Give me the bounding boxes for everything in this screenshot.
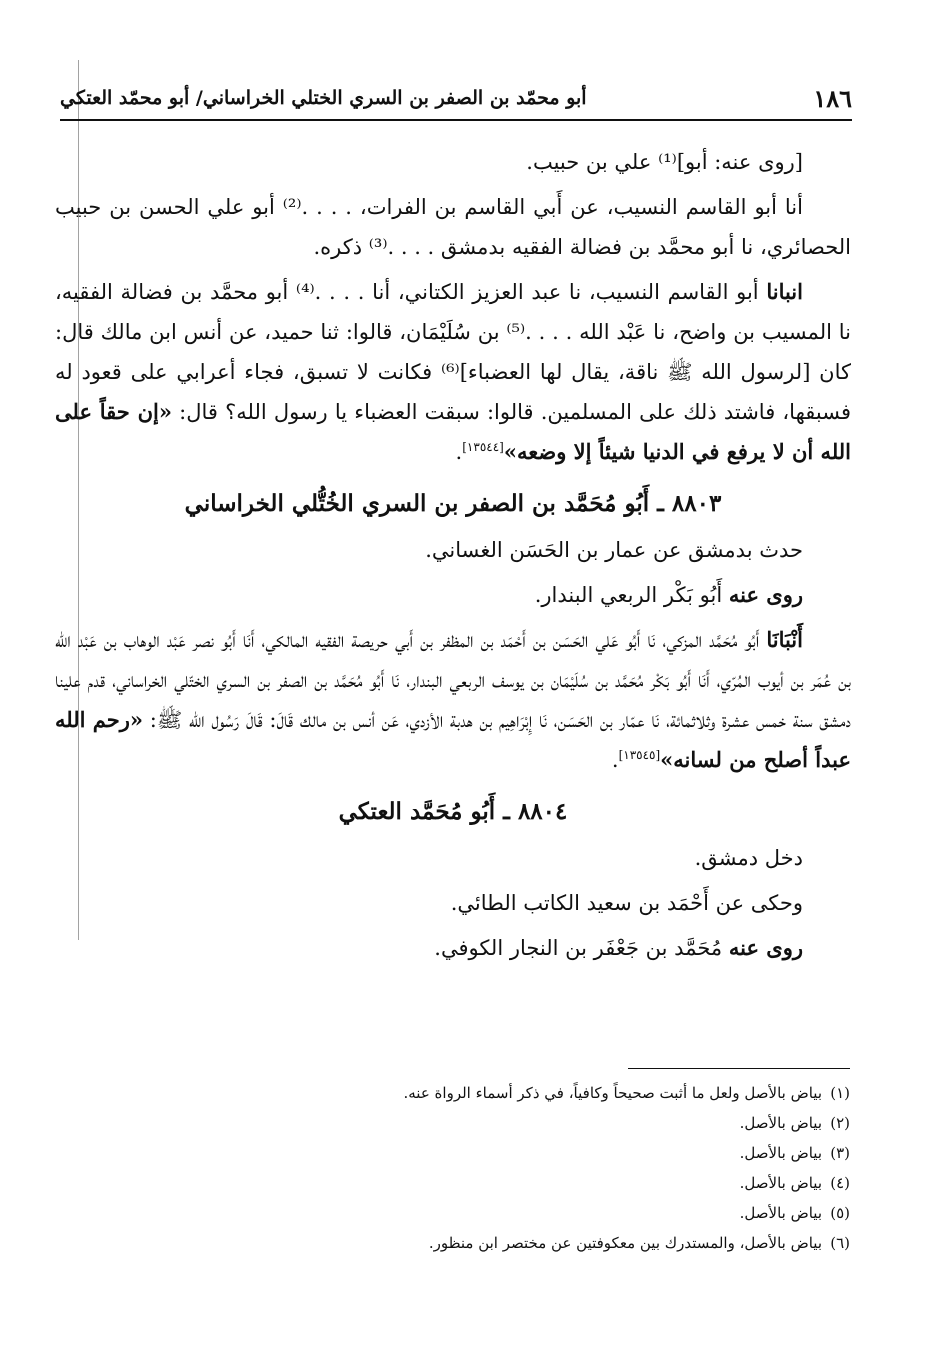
footnote-text: بياض بالأصل. <box>739 1204 822 1222</box>
entry-title: ٨٨٠٣ ـ أَبُو مُحَمَّد بن الصفر بن السري الخُتُّلي الخراساني <box>184 490 722 517</box>
paragraph-text: أبو القاسم النسيب، نا عبد العزيز الكتاني، أنا . . . .⁽⁴⁾ أبو محمَّد بن فضالة الفقيه، نا المسيب بن واضح، نا عَبْد الله . . . .⁽⁵⁾ بن سُلَيْمَان، قالوا: ثنا حميد، عن أنس ابن مالك قال: كان [لرسول الله ﷺ ناقة، يقال لها العضباء]⁽⁶⁾ فكانت لا تسبق، فجاء أعرابي على قعود له فسبقها، فاشتد ذلك على المسلمين. قالوا: سبقت العضباء يا رسول الله؟ قال: <box>55 280 851 424</box>
footnote-text: بياض بالأصل. <box>739 1174 822 1192</box>
hadith-reference: [١٣٥٤٥] <box>618 748 661 762</box>
paragraph: أنا أبو القاسم النسيب، عن أَبي القاسم بن الفرات، . . . .⁽²⁾ أبو علي الحسن بن حبيب الحصائري، نا أبو محمَّد بن فضالة الفقيه بدمشق . . . .⁽³⁾ ذكره. <box>55 195 851 259</box>
page-number: ١٨٦ <box>813 83 852 113</box>
paragraph: انبانا أبو القاسم النسيب، نا عبد العزيز الكتاني، أنا . . . .⁽⁴⁾ أبو محمَّد بن فضالة الفقيه، نا المسيب بن واضح، نا عَبْد الله . . . .⁽⁵⁾ بن سُلَيْمَان، قالوا: ثنا حميد، عن أنس ابن مالك قال: كان [لرسول الله ﷺ ناقة، يقال لها العضباء]⁽⁶⁾ فكانت لا تسبق، فجاء أعرابي على قعود له فسبقها، فاشتد ذلك على المسلمين. قالوا: سبقت العضباء يا رسول الله؟ قال: «إن حقاً على الله أن لا يرفع في الدنيا شيئاً إلا وضعه»[١٣٥٤٤]. <box>55 279 851 464</box>
entry-title: ٨٨٠٤ ـ أَبُو مُحَمَّد العتكي <box>338 798 568 825</box>
footnotes <box>250 1078 850 1258</box>
footnote-number: (٥) <box>830 1204 850 1222</box>
paragraph: أَنْبَانَا أَبُو مُحَمَّد المزكي، نَا أَبُو عَلي الحَسَن بن أَحْمَد بن المظفر بن أَبي حريصة الفقيه المالكي، أَنَا أَبُو نصر عَبْد الوهاب بن عَبْد الله بن عُمَر بن أيوب المُرّي، أَنَا أَبُو بَكْر مُحَمَّد بن سُلَيْمَان بن يوسف الربعي البندار، نَا أَبُو مُحَمَّد بن الصفر بن السري الختّلي الخراساني، قدم علينا دمشق سنة خمس عشرة وثلاثمائة، نَا عمّار بن الحَسَن، نَا إِبْرَاهِيم بن هدبة الأزدي، عَن أنس بن مالك قَالَ: قَالَ رَسُول الله ﷺ: «رحم الله عبداً أصلح من لسانه»[١٣٥٤٥]. <box>55 627 851 772</box>
paragraph-text: أَبُو بَكْر الربعي البندار. <box>534 583 729 607</box>
paragraph: دخل دمشق. <box>694 846 803 870</box>
footnote-number: (٢) <box>830 1114 850 1132</box>
paragraph-lead: انبانا <box>766 279 803 304</box>
footnote-number: (٤) <box>830 1174 850 1192</box>
paragraph <box>55 928 851 968</box>
footnote-text: بياض بالأصل. <box>739 1114 822 1132</box>
footnote <box>250 1198 850 1228</box>
paragraph: حدث بدمشق عن عمار بن الحَسَن الغساني. <box>425 538 803 562</box>
hadith-reference: [١٣٥٤٤] <box>462 440 504 454</box>
footnote <box>250 1168 850 1198</box>
footnote-text: بياض بالأصل ولعل ما أثبت صحيحاً وكافياً، في ذكر أسماء الرواة عنه. <box>403 1084 822 1102</box>
paragraph: وحكى عن أَحْمَد بن سعيد الكاتب الطائي. <box>450 891 803 915</box>
running-head: أبو محمّد بن الصفر بن السري الختلي الخراساني/ أبو محمّد العتكي <box>60 87 587 109</box>
header-rule <box>60 119 852 121</box>
paragraph-lead: أَنْبَانَا <box>766 627 803 652</box>
footnote-number: (٣) <box>830 1144 850 1162</box>
paragraph-lead: روى عنه <box>728 935 803 960</box>
footnote-text: بياض بالأصل، والمستدرك بين معكوفتين عن مختصر ابن منظور. <box>428 1234 822 1252</box>
footnote <box>250 1138 850 1168</box>
footnote-text: بياض بالأصل. <box>739 1144 822 1162</box>
footnote <box>250 1228 850 1258</box>
paragraph: [روى عنه: أبو]⁽¹⁾ علي بن حبيب. <box>526 150 803 174</box>
footnote <box>250 1078 850 1108</box>
footnote-number: (١) <box>830 1084 850 1102</box>
main-text <box>55 142 851 973</box>
paragraph <box>55 575 851 615</box>
footnote-number: (٦) <box>830 1234 850 1252</box>
paragraph-lead: روى عنه <box>728 582 803 607</box>
paragraph-text: أَبُو مُحَمَّد المزكي، نَا أَبُو عَلي الحَسَن بن أَحْمَد بن المظفر بن أَبي حريصة الفقيه المالكي، أَنَا أَبُو نصر عَبْد الوهاب بن عَبْد الله بن عُمَر بن أيوب المُرّي، أَنَا أَبُو بَكْر مُحَمَّد بن سُلَيْمَان بن يوسف الربعي البندار، نَا أَبُو مُحَمَّد بن الصفر بن السري الختّلي الخراساني، قدم علينا دمشق سنة خمس عشرة وثلاثمائة، نَا عمّار بن الحَسَن، نَا إِبْرَاهِيم بن هدبة الأزدي، عَن أنس بن مالك قَالَ: قَالَ رَسُول الله ﷺ: <box>55 628 851 732</box>
footnote <box>250 1108 850 1138</box>
page-header <box>60 78 852 118</box>
hadith-quote: «رحم الله عبداً أصلح من لسانه» <box>55 707 851 772</box>
footnote-rule <box>628 1068 850 1069</box>
hadith-quote: «إن حقاً على الله أن لا يرفع في الدنيا شيئاً إلا وضعه» <box>55 399 851 464</box>
paragraph-text: مُحَمَّد بن جَعْفَر بن النجار الكوفي. <box>434 936 729 960</box>
